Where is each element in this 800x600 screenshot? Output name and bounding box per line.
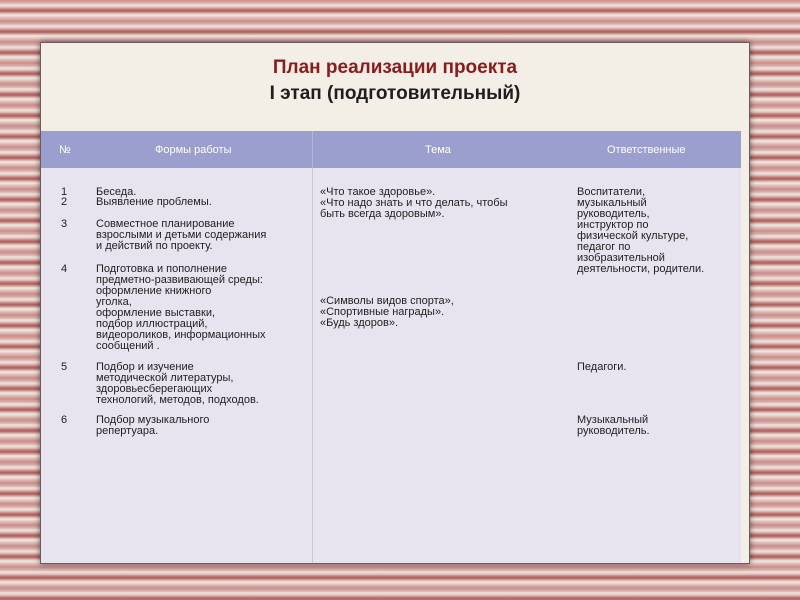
header-topic: Тема bbox=[425, 144, 451, 156]
form-cell: Подбор и изучение методической литературы, здоровьесберегающих технологий, методов, подходов. bbox=[96, 361, 259, 406]
topic-cell: «Что такое здоровье». «Что надо знать и что делать, чтобы быть всегда здоровым». bbox=[320, 186, 508, 220]
form-cell: Выявление проблемы. bbox=[96, 196, 212, 208]
header-divider bbox=[312, 131, 313, 168]
row-number: 4 bbox=[61, 263, 68, 275]
table-header bbox=[41, 131, 741, 168]
title-block bbox=[41, 55, 749, 107]
header-number: № bbox=[59, 144, 71, 156]
row-number: 6 bbox=[61, 414, 68, 426]
row-number: 1 bbox=[61, 186, 68, 198]
slide-subtitle: I этап (подготовительный) bbox=[269, 83, 521, 104]
responsible-cell: Музыкальный руководитель. bbox=[577, 414, 650, 437]
row-number: 2 bbox=[61, 196, 68, 208]
header-forms: Формы работы bbox=[155, 144, 232, 156]
form-cell: Беседа. bbox=[96, 186, 137, 198]
row-number: 5 bbox=[61, 361, 68, 373]
column-divider bbox=[312, 168, 313, 563]
form-cell: Совместное планирование взрослыми и детьми содержания и действий по проекту. bbox=[96, 218, 267, 252]
form-cell: Подготовка и пополнение предметно-развивающей среды: оформление книжного уголка, оформление выставки, подбор иллюстраций, видеороликов, информационных сообщений . bbox=[96, 263, 266, 352]
responsible-cell: Воспитатели, музыкальный руководитель, инструктор по физической культуре, педагог по изобразительной деятельности, родители. bbox=[577, 186, 705, 275]
slide-title: План реализации проекта bbox=[272, 57, 518, 78]
topic-cell: «Символы видов спорта», «Спортивные награды». «Будь здоров». bbox=[320, 295, 454, 329]
slide bbox=[40, 42, 750, 564]
plan-table bbox=[41, 131, 741, 563]
row-number: 3 bbox=[61, 218, 68, 230]
header-responsible: Ответственные bbox=[607, 144, 686, 156]
responsible-cell: Педагоги. bbox=[577, 361, 627, 373]
form-cell: Подбор музыкального репертуара. bbox=[96, 414, 210, 437]
